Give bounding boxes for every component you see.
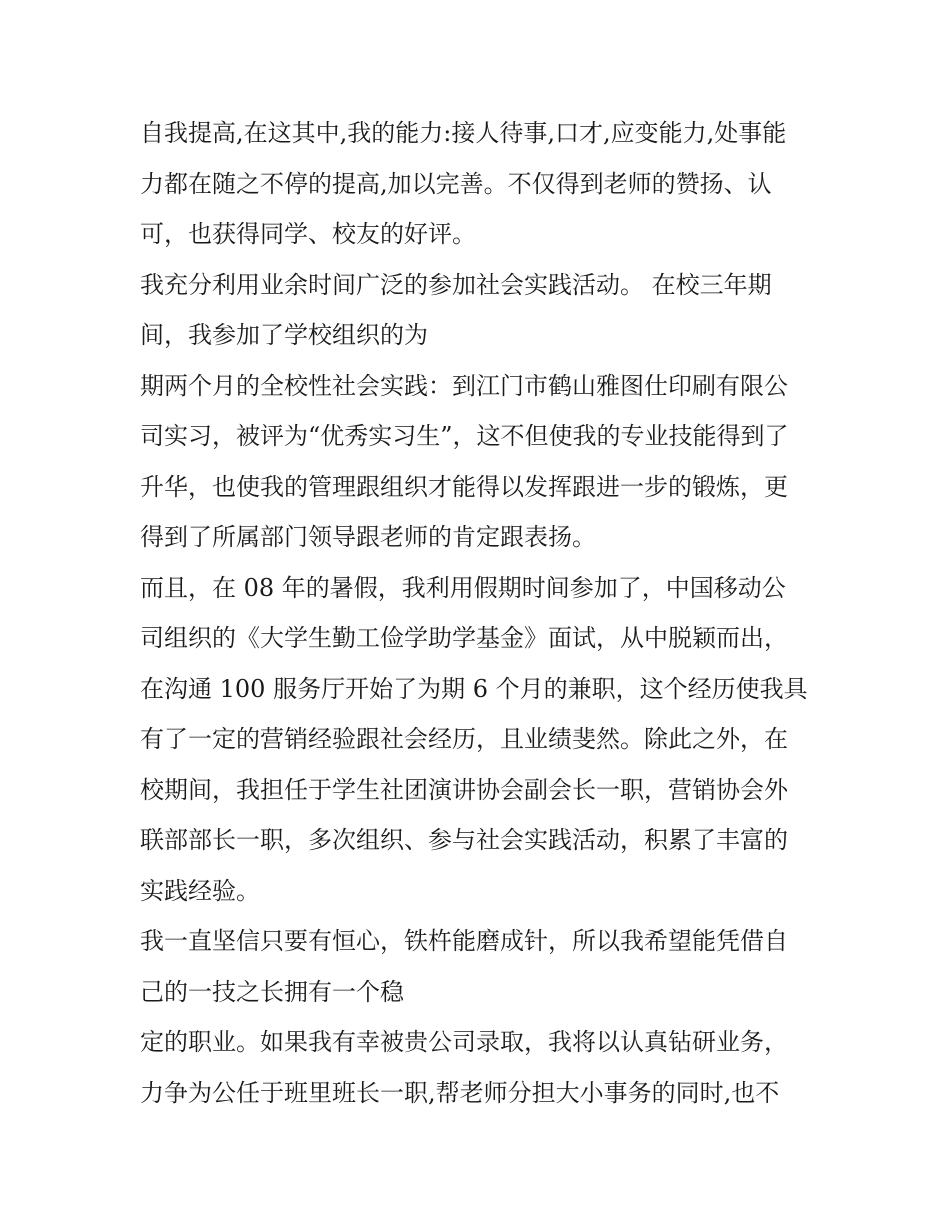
text-line: 我充分利用业余时间广泛的参加社会实践活动。 在校三年期 <box>140 270 772 299</box>
text-line: 有了一定的营销经验跟社会经历，且业绩斐然。除此之外，在 <box>140 725 788 753</box>
text-line: 联部部长一职，多次组织、参与社会实践活动，积累了丰富的 <box>140 826 788 854</box>
text-line: 升华，也使我的管理跟组织才能得以发挥跟进一步的锻炼，更 <box>140 472 788 501</box>
text-line: 在沟通 100 服务厅开始了为期 6 个月的兼职，这个经历使我具 <box>140 674 808 703</box>
body-text <box>140 108 820 1118</box>
text-line: 校期间，我担任于学生社团演讲协会副会长一职，营销协会外 <box>140 775 788 804</box>
text-line: 我一直坚信只要有恒心，铁杵能磨成针，所以我希望能凭借自 <box>140 927 788 955</box>
text-line: 力争为公任于班里班长一职,帮老师分担大小事务的同时,也不 <box>140 1078 780 1107</box>
text-line: 司实习，被评为“优秀实习生”，这不但使我的专业技能得到了 <box>140 422 789 450</box>
text-line: 己的一技之长拥有一个稳 <box>140 977 404 1006</box>
text-line: 力都在随之不停的提高,加以完善。不仅得到老师的赞扬、认 <box>140 169 772 198</box>
text-line: 期两个月的全校性社会实践：到江门市鹤山雅图仕印刷有限公 <box>140 371 788 400</box>
text-line: 自我提高,在这其中,我的能力:接人待事,口才,应变能力,处事能 <box>140 119 787 147</box>
text-line: 实践经验。 <box>140 876 260 905</box>
text-line: 司组织的《大学生勤工俭学助学基金》面试，从中脱颖而出， <box>140 624 788 652</box>
text-line: 可，也获得同学、校友的好评。 <box>140 220 476 248</box>
text-line: 而且，在 08 年的暑假，我利用假期时间参加了，中国移动公 <box>140 573 786 602</box>
text-line: 间，我参加了学校组织的为 <box>140 321 428 349</box>
text-line: 定的职业。如果我有幸被贵公司录取，我将以认真钻研业务， <box>140 1028 788 1056</box>
text-line: 得到了所属部门领导跟老师的肯定跟表扬。 <box>140 523 596 551</box>
